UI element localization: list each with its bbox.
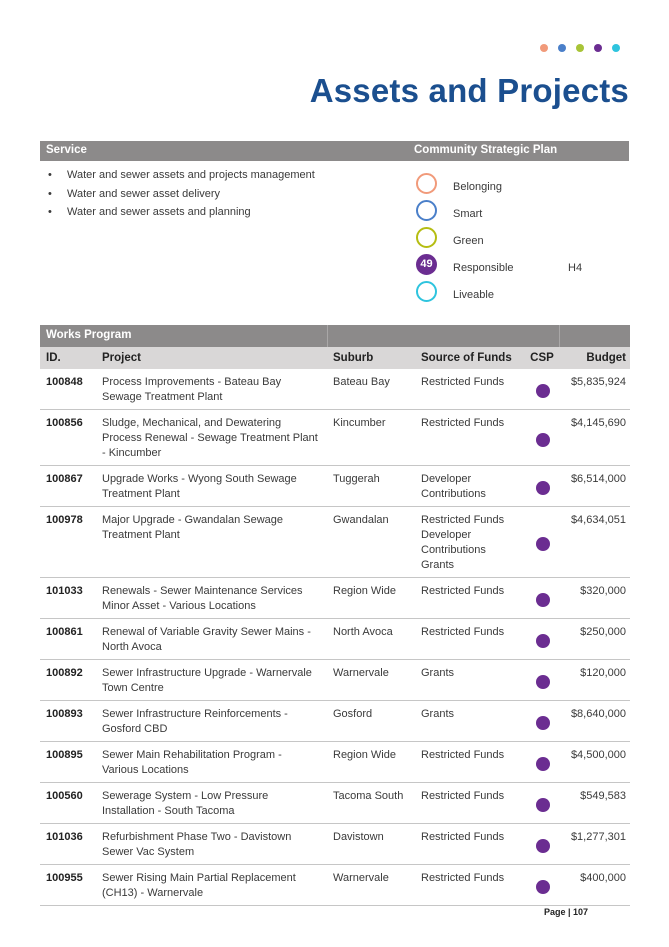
decorative-dot <box>594 44 602 52</box>
cell-project: Sewerage System - Low Pressure Installation - South Tacoma <box>96 783 327 824</box>
csp-item <box>416 200 616 227</box>
works-program-header <box>40 325 630 347</box>
cell-suburb: Gosford <box>327 701 415 742</box>
cell-project: Renewals - Sewer Maintenance Services Minor Asset - Various Locations <box>96 578 327 619</box>
cell-id: 101036 <box>40 824 96 865</box>
csp-responsible-icon <box>536 798 550 812</box>
col-header-project: Project <box>96 347 327 369</box>
cell-budget: $4,145,690 <box>562 410 630 466</box>
cell-id: 100848 <box>40 369 96 410</box>
cell-csp <box>522 578 562 619</box>
cell-suburb: Tuggerah <box>327 466 415 507</box>
cell-project: Sewer Rising Main Partial Replacement (CH13) - Warnervale <box>96 865 327 906</box>
cell-funds: Restricted Funds <box>415 783 522 824</box>
csp-responsible-icon <box>536 757 550 771</box>
cell-id: 100893 <box>40 701 96 742</box>
cell-project: Sewer Main Rehabilitation Program - Various Locations <box>96 742 327 783</box>
csp-item <box>416 281 616 308</box>
cell-csp <box>522 369 562 410</box>
csp-legend <box>416 173 616 308</box>
cell-budget: $400,000 <box>562 865 630 906</box>
cell-id: 100978 <box>40 507 96 578</box>
csp-circle-icon <box>416 281 437 302</box>
cell-suburb: Tacoma South <box>327 783 415 824</box>
csp-label: Smart <box>453 208 483 220</box>
csp-responsible-icon <box>536 433 550 447</box>
cell-id: 100955 <box>40 865 96 906</box>
table-row <box>40 369 630 410</box>
cell-funds: Restricted Funds <box>415 619 522 660</box>
cell-id: 100895 <box>40 742 96 783</box>
cell-id: 100560 <box>40 783 96 824</box>
cell-funds: Restricted Funds <box>415 369 522 410</box>
table-row <box>40 742 630 783</box>
header-divider <box>327 325 328 347</box>
csp-item <box>416 254 616 281</box>
cell-budget: $4,500,000 <box>562 742 630 783</box>
csp-circle-icon <box>416 227 437 248</box>
cell-suburb: Warnervale <box>327 660 415 701</box>
cell-suburb: Region Wide <box>327 742 415 783</box>
cell-suburb: North Avoca <box>327 619 415 660</box>
csp-responsible-icon <box>536 593 550 607</box>
cell-project: Major Upgrade - Gwandalan Sewage Treatment Plant <box>96 507 327 578</box>
service-header-label: Service <box>46 144 87 156</box>
cell-project: Renewal of Variable Gravity Sewer Mains - North Avoca <box>96 619 327 660</box>
table-row <box>40 507 630 578</box>
decorative-dot <box>576 44 584 52</box>
service-item: • Water and sewer assets and projects management <box>48 166 315 185</box>
decorative-dot <box>612 44 620 52</box>
table-row <box>40 824 630 865</box>
cell-budget: $250,000 <box>562 619 630 660</box>
table-row <box>40 701 630 742</box>
cell-budget: $6,514,000 <box>562 466 630 507</box>
cell-suburb: Warnervale <box>327 865 415 906</box>
cell-csp <box>522 410 562 466</box>
decorative-dot <box>558 44 566 52</box>
works-program-title: Works Program <box>46 329 132 341</box>
csp-responsible-icon <box>536 537 550 551</box>
cell-budget: $5,835,924 <box>562 369 630 410</box>
csp-circle-icon: 49 <box>416 254 437 275</box>
cell-funds: Restricted Funds <box>415 742 522 783</box>
csp-header-label: Community Strategic Plan <box>414 144 558 156</box>
cell-csp <box>522 742 562 783</box>
csp-label: Responsible <box>453 262 514 274</box>
cell-funds: Restricted Funds <box>415 578 522 619</box>
table-row <box>40 865 630 906</box>
table-header-row <box>40 347 630 369</box>
cell-id: 100892 <box>40 660 96 701</box>
cell-funds: Restricted Funds <box>415 824 522 865</box>
csp-item <box>416 227 616 254</box>
csp-responsible-icon <box>536 839 550 853</box>
csp-item <box>416 173 616 200</box>
cell-project: Sludge, Mechanical, and Dewatering Process Renewal - Sewage Treatment Plant - Kincumber <box>96 410 327 466</box>
cell-funds: Developer Contributions <box>415 466 522 507</box>
csp-label: Green <box>453 235 484 247</box>
cell-budget: $8,640,000 <box>562 701 630 742</box>
table-row <box>40 410 630 466</box>
cell-id: 100867 <box>40 466 96 507</box>
col-header-funds: Source of Funds <box>415 347 522 369</box>
cell-id: 101033 <box>40 578 96 619</box>
cell-budget: $4,634,051 <box>562 507 630 578</box>
cell-funds: Restricted Funds Developer Contributions Grants <box>415 507 522 578</box>
cell-project: Refurbishment Phase Two - Davistown Sewer Vac System <box>96 824 327 865</box>
page-number: Page | 107 <box>544 907 589 917</box>
cell-suburb: Gwandalan <box>327 507 415 578</box>
csp-label: Liveable <box>453 289 494 301</box>
cell-funds: Restricted Funds <box>415 410 522 466</box>
csp-label: Belonging <box>453 181 502 193</box>
csp-responsible-icon <box>536 384 550 398</box>
col-header-budget: Budget <box>562 347 630 369</box>
cell-project: Sewer Infrastructure Upgrade - Warnervale Town Centre <box>96 660 327 701</box>
cell-project: Process Improvements - Bateau Bay Sewage Treatment Plant <box>96 369 327 410</box>
cell-budget: $549,583 <box>562 783 630 824</box>
service-item: • Water and sewer assets and planning <box>48 203 315 222</box>
csp-responsible-icon <box>536 634 550 648</box>
col-header-suburb: Suburb <box>327 347 415 369</box>
cell-csp <box>522 824 562 865</box>
works-table <box>40 347 630 906</box>
csp-responsible-icon <box>536 880 550 894</box>
cell-csp <box>522 619 562 660</box>
header-divider <box>559 325 560 347</box>
cell-funds: Grants <box>415 701 522 742</box>
table-row <box>40 466 630 507</box>
decorative-dots <box>540 44 620 52</box>
csp-responsible-icon <box>536 716 550 730</box>
cell-budget: $1,277,301 <box>562 824 630 865</box>
cell-funds: Grants <box>415 660 522 701</box>
cell-suburb: Region Wide <box>327 578 415 619</box>
csp-responsible-icon <box>536 481 550 495</box>
cell-budget: $120,000 <box>562 660 630 701</box>
cell-id: 100861 <box>40 619 96 660</box>
table-row <box>40 578 630 619</box>
table-row <box>40 660 630 701</box>
cell-project: Upgrade Works - Wyong South Sewage Treatment Plant <box>96 466 327 507</box>
cell-project: Sewer Infrastructure Reinforcements - Gosford CBD <box>96 701 327 742</box>
table-row <box>40 619 630 660</box>
cell-csp <box>522 466 562 507</box>
cell-budget: $320,000 <box>562 578 630 619</box>
service-list <box>48 166 315 222</box>
page-title: Assets and Projects <box>309 72 629 109</box>
decorative-dot <box>540 44 548 52</box>
cell-suburb: Bateau Bay <box>327 369 415 410</box>
col-header-id: ID. <box>40 347 96 369</box>
cell-csp <box>522 660 562 701</box>
table-row <box>40 783 630 824</box>
cell-csp <box>522 865 562 906</box>
cell-csp <box>522 783 562 824</box>
cell-suburb: Davistown <box>327 824 415 865</box>
cell-csp <box>522 701 562 742</box>
cell-funds: Restricted Funds <box>415 865 522 906</box>
col-header-csp: CSP <box>522 347 562 369</box>
csp-circle-icon <box>416 173 437 194</box>
csp-circle-icon <box>416 200 437 221</box>
cell-suburb: Kincumber <box>327 410 415 466</box>
csp-responsible-icon <box>536 675 550 689</box>
csp-code: H4 <box>568 262 583 274</box>
cell-csp <box>522 507 562 578</box>
service-header-bar <box>40 141 629 161</box>
service-item: • Water and sewer asset delivery <box>48 185 315 204</box>
cell-id: 100856 <box>40 410 96 466</box>
